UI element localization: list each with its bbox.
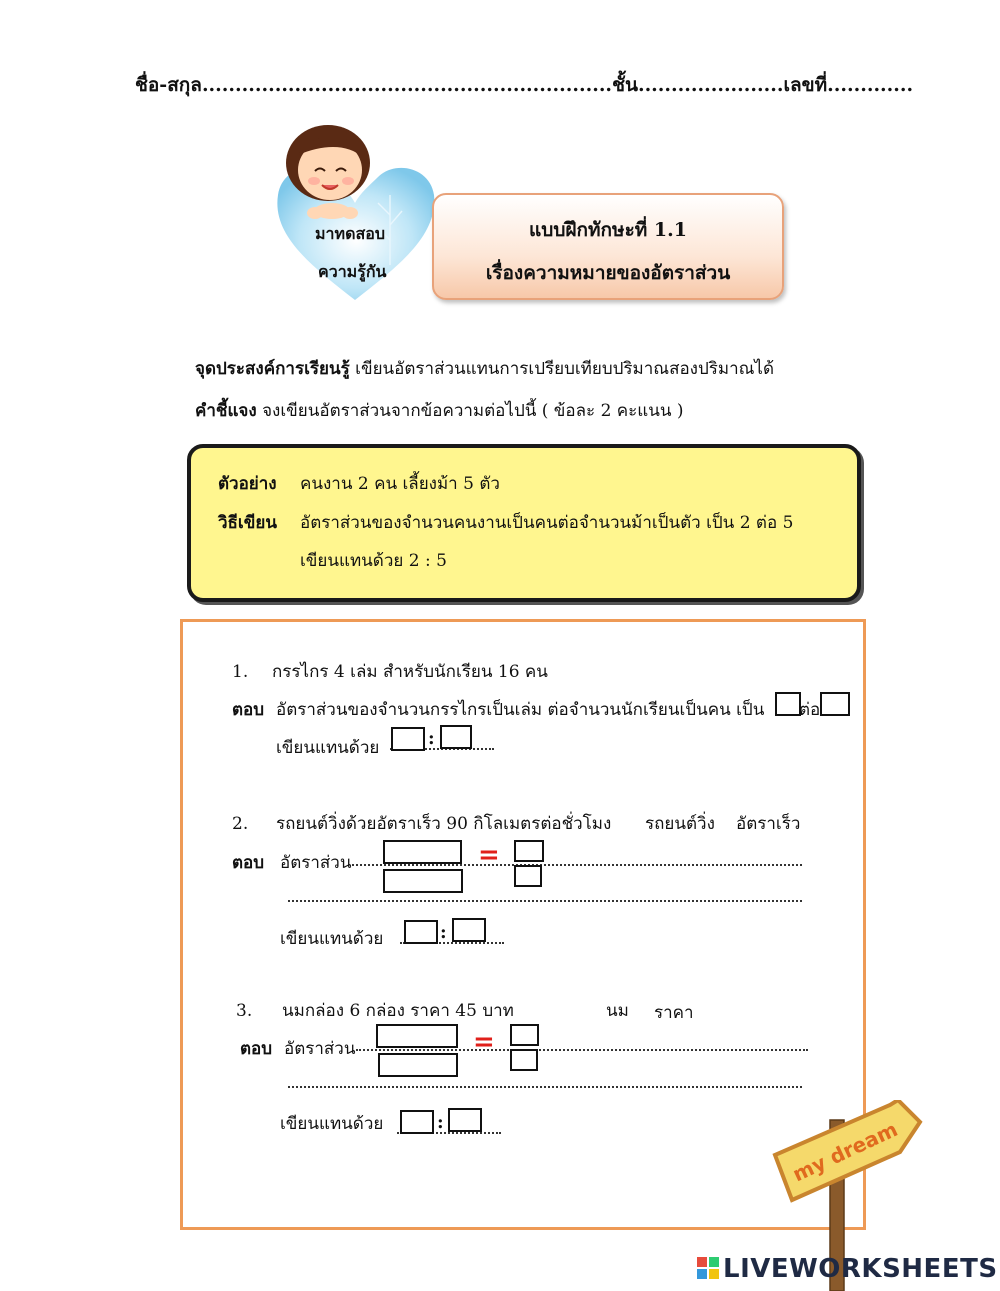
instruction-label: คำชี้แจง: [195, 401, 257, 421]
answer-3: [240, 1035, 355, 1062]
objective-label: จุดประสงค์การเรียนรู้: [195, 359, 350, 379]
q2-fraction-denominator-a[interactable]: [383, 869, 463, 893]
q1-write-box-b[interactable]: [440, 725, 472, 749]
q2-dots-line2: [288, 900, 802, 902]
q3-fraction-numerator-b[interactable]: [510, 1024, 539, 1046]
number-label: เลขที่: [783, 74, 828, 96]
ratio-label: อัตราส่วน: [284, 1039, 356, 1059]
q1-answer-box-b[interactable]: [820, 692, 850, 716]
question-number: 2.: [232, 814, 249, 834]
q2-fraction-denominator-b[interactable]: [514, 865, 542, 887]
q1-write-label: เขียนแทนด้วย: [276, 738, 380, 758]
q3-dots-line1: [356, 1049, 808, 1051]
q3-equals: =: [473, 1027, 495, 1057]
q3-fraction-denominator-b[interactable]: [510, 1049, 538, 1071]
q3-fraction-numerator-a[interactable]: [376, 1024, 458, 1048]
objective-text: เขียนอัตราส่วนแทนการเปรียบเทียบปริมาณสองปริมาณได้: [355, 359, 774, 379]
question-3: [236, 997, 514, 1024]
answer-1: [232, 696, 764, 723]
q3-colon: :: [437, 1112, 444, 1133]
example-line: [218, 470, 500, 497]
instruction-text: จงเขียนอัตราส่วนจากข้อความต่อไปนี้ ( ข้อละ 2 คะแนน ): [262, 401, 684, 421]
q2-write-box-a[interactable]: [404, 920, 438, 944]
q3-dots-line2: [288, 1086, 802, 1088]
q2-colon: :: [440, 922, 447, 943]
answer-label: ตอบ: [232, 700, 265, 720]
liveworksheets-logo: [697, 1254, 998, 1284]
question-text: นมกล่อง 6 กล่อง ราคา 45 บาท: [282, 1001, 514, 1021]
objective-line: [195, 355, 774, 382]
question-text: รถยนต์วิ่งด้วยอัตราเร็ว 90 กิโลเมตรต่อชั่วโมง: [276, 814, 612, 834]
name-dots[interactable]: ..............................................................: [201, 74, 613, 96]
question-1: [232, 658, 548, 685]
q2-write-box-b[interactable]: [452, 918, 486, 942]
name-label: ชื่อ-สกุล: [135, 74, 202, 96]
sign-text: my dream: [788, 1116, 902, 1187]
worksheet-title: แบบฝึกทักษะที่ 1.1: [529, 219, 687, 241]
method-text: อัตราส่วนของจำนวนคนงานเป็นคนต่อจำนวนม้าเป็นตัว เป็น 2 ต่อ 5: [300, 513, 794, 533]
method-text2: เขียนแทนด้วย 2 : 5: [300, 551, 447, 571]
q1-joiner: ต่อ: [799, 700, 821, 720]
q3-write-box-a[interactable]: [400, 1110, 434, 1134]
logo-text: LIVEWORKSHEETS: [723, 1254, 998, 1284]
question-number: 3.: [236, 1001, 253, 1021]
q2-dots-line1: [352, 864, 802, 866]
liveworksheets-logo-icon: [697, 1257, 719, 1279]
answer-label: ตอบ: [232, 853, 265, 873]
q2-tag2: อัตราเร็ว: [736, 814, 801, 834]
student-info-line: [135, 70, 913, 100]
q3-write-label: เขียนแทนด้วย: [280, 1114, 384, 1134]
worksheet-subtitle: เรื่องความหมายของอัตราส่วน: [485, 262, 731, 284]
q2-equals: =: [478, 840, 500, 870]
q3-fraction-denominator-a[interactable]: [378, 1053, 458, 1077]
q3-tag1: นม: [606, 1001, 629, 1021]
q2-fraction-numerator-a[interactable]: [383, 840, 462, 864]
class-label: ชั้น: [612, 74, 638, 96]
q3-tag2: ราคา: [654, 1003, 694, 1023]
q1-colon: :: [428, 728, 435, 749]
method-line: [218, 509, 793, 536]
instruction-line: [195, 397, 684, 424]
example-text: คนงาน 2 คน เลี้ยงม้า 5 ตัว: [300, 474, 500, 494]
ratio-label: อัตราส่วน: [280, 853, 352, 873]
q2-fraction-numerator-b[interactable]: [514, 840, 544, 862]
answer-2: [232, 849, 351, 876]
q3-write-box-b[interactable]: [448, 1108, 482, 1132]
title-box: [432, 193, 784, 300]
question-text: กรรไกร 4 เล่ม สำหรับนักเรียน 16 คน: [272, 662, 548, 682]
badge-line2: ความรู้กัน: [318, 262, 387, 281]
method-label: วิธีเขียน: [218, 513, 277, 533]
example-label: ตัวอย่าง: [218, 474, 277, 494]
answer-text: อัตราส่วนของจำนวนกรรไกรเป็นเล่ม ต่อจำนวนนักเรียนเป็นคน เป็น: [276, 700, 765, 720]
answer-label: ตอบ: [240, 1039, 273, 1059]
badge-line1: มาทดสอบ: [315, 224, 385, 243]
number-dots[interactable]: .............: [827, 74, 914, 96]
question-number: 1.: [232, 662, 249, 682]
q1-answer-box-a[interactable]: [775, 692, 801, 716]
q2-tag1: รถยนต์วิ่ง: [645, 814, 715, 834]
class-dots[interactable]: ......................: [637, 74, 784, 96]
question-2: [232, 810, 611, 837]
q1-write-box-a[interactable]: [391, 727, 425, 751]
q2-write-label: เขียนแทนด้วย: [280, 929, 384, 949]
